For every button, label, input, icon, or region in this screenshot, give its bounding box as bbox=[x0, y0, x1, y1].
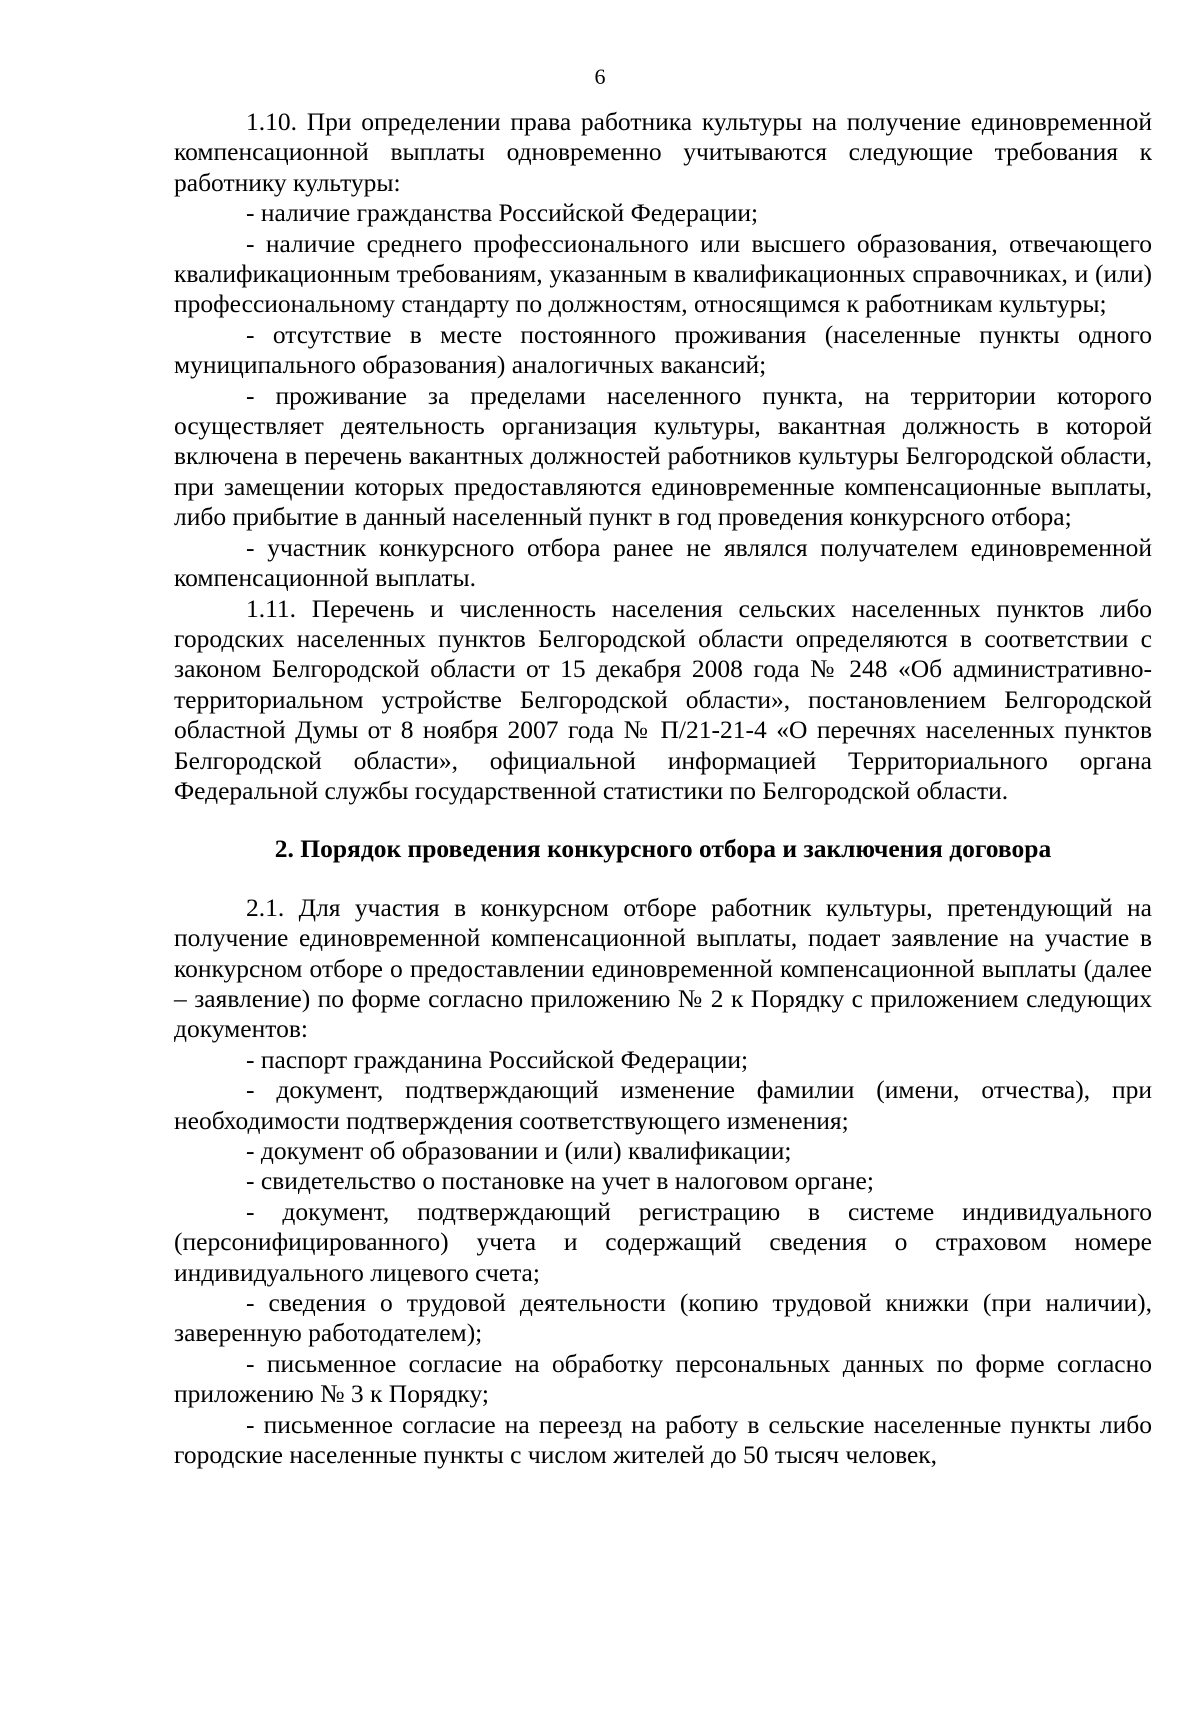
list-item-relocation-consent: - письменное согласие на переезд на работу в сельские населенные пункты либо городские населенные пункты с числом жителей до 50 тысяч человек, bbox=[174, 1409, 1152, 1470]
paragraph-2-1: 2.1. Для участия в конкурсном отборе работник культуры, претендующий на получение единовременной компенсационной выплаты, подает заявление на участие в конкурсном отборе о предоставлении единовременной компенсационной выплаты (далее – заявление) по форме согласно приложению № 2 к Порядку с приложением следующих документов: bbox=[174, 892, 1152, 1044]
list-item-not-recipient: - участник конкурсного отбора ранее не являлся получателем единовременной компенсационной выплаты. bbox=[174, 532, 1152, 593]
section-2-heading: 2. Порядок проведения конкурсного отбора и заключения договора bbox=[274, 834, 1052, 864]
paragraph-1-11: 1.11. Перечень и численность населения сельских населенных пунктов либо городских населенных пунктов Белгородской области определяются в соответствии с законом Белгородской области от 15 декабря 2008 года № 248 «Об административно-территориальном устройстве Белгородской области», постановлением Белгородской областной Думы от 8 ноября 2007 года № П/21-21-4 «О перечнях населенных пунктов Белгородской области», официальной информацией Территориального органа Федеральной службы государственной статистики по Белгородской области. bbox=[174, 593, 1152, 805]
list-item-citizenship: - наличие гражданства Российской Федерации; bbox=[246, 198, 759, 228]
list-item-passport: - паспорт гражданина Российской Федерации; bbox=[246, 1044, 749, 1074]
list-item-snils: - документ, подтверждающий регистрацию в системе индивидуального (персонифицированного) учета и содержащий сведения о страховом номере индивидуального лицевого счета; bbox=[174, 1196, 1152, 1287]
list-item-work-record: - сведения о трудовой деятельности (копию трудовой книжки (при наличии), заверенную работодателем); bbox=[174, 1288, 1152, 1348]
list-item-residence: - проживание за пределами населенного пункта, на территории которого осуществляет деятельность организация культуры, вакантная должность в которой включена в перечень вакантных должностей работников культуры Белгородской области, при замещении которых предоставляются единовременные компенсационные выплаты, либо прибытие в данный населенный пункт в год проведения конкурсного отбора; bbox=[174, 380, 1152, 532]
list-item-name-change: - документ, подтверждающий изменение фамилии (имени, отчества), при необходимости подтверждения соответствующего изменения; bbox=[174, 1075, 1152, 1135]
list-item-education: - наличие среднего профессионального или высшего образования, отвечающего квалификационным требованиям, указанным в квалификационных справочниках, и (или) профессиональному стандарту по должностям, относящимся к работникам культуры; bbox=[174, 228, 1152, 319]
list-item-no-vacancies: - отсутствие в месте постоянного проживания (населенные пункты одного муниципального образования) аналогичных вакансий; bbox=[174, 319, 1152, 380]
document-body bbox=[174, 107, 1152, 1470]
list-item-education-document: - документ об образовании и (или) квалификации; bbox=[246, 1136, 792, 1165]
list-item-data-consent: - письменное согласие на обработку персональных данных по форме согласно приложению № 3 к Порядку; bbox=[174, 1348, 1152, 1409]
paragraph-1-10: 1.10. При определении права работника культуры на получение единовременной компенсационной выплаты одновременно учитываются следующие требования к работнику культуры: bbox=[174, 107, 1152, 197]
list-item-tax-registration: - свидетельство о постановке на учет в налоговом органе; bbox=[246, 1166, 874, 1196]
page-number: 6 bbox=[594, 64, 606, 89]
